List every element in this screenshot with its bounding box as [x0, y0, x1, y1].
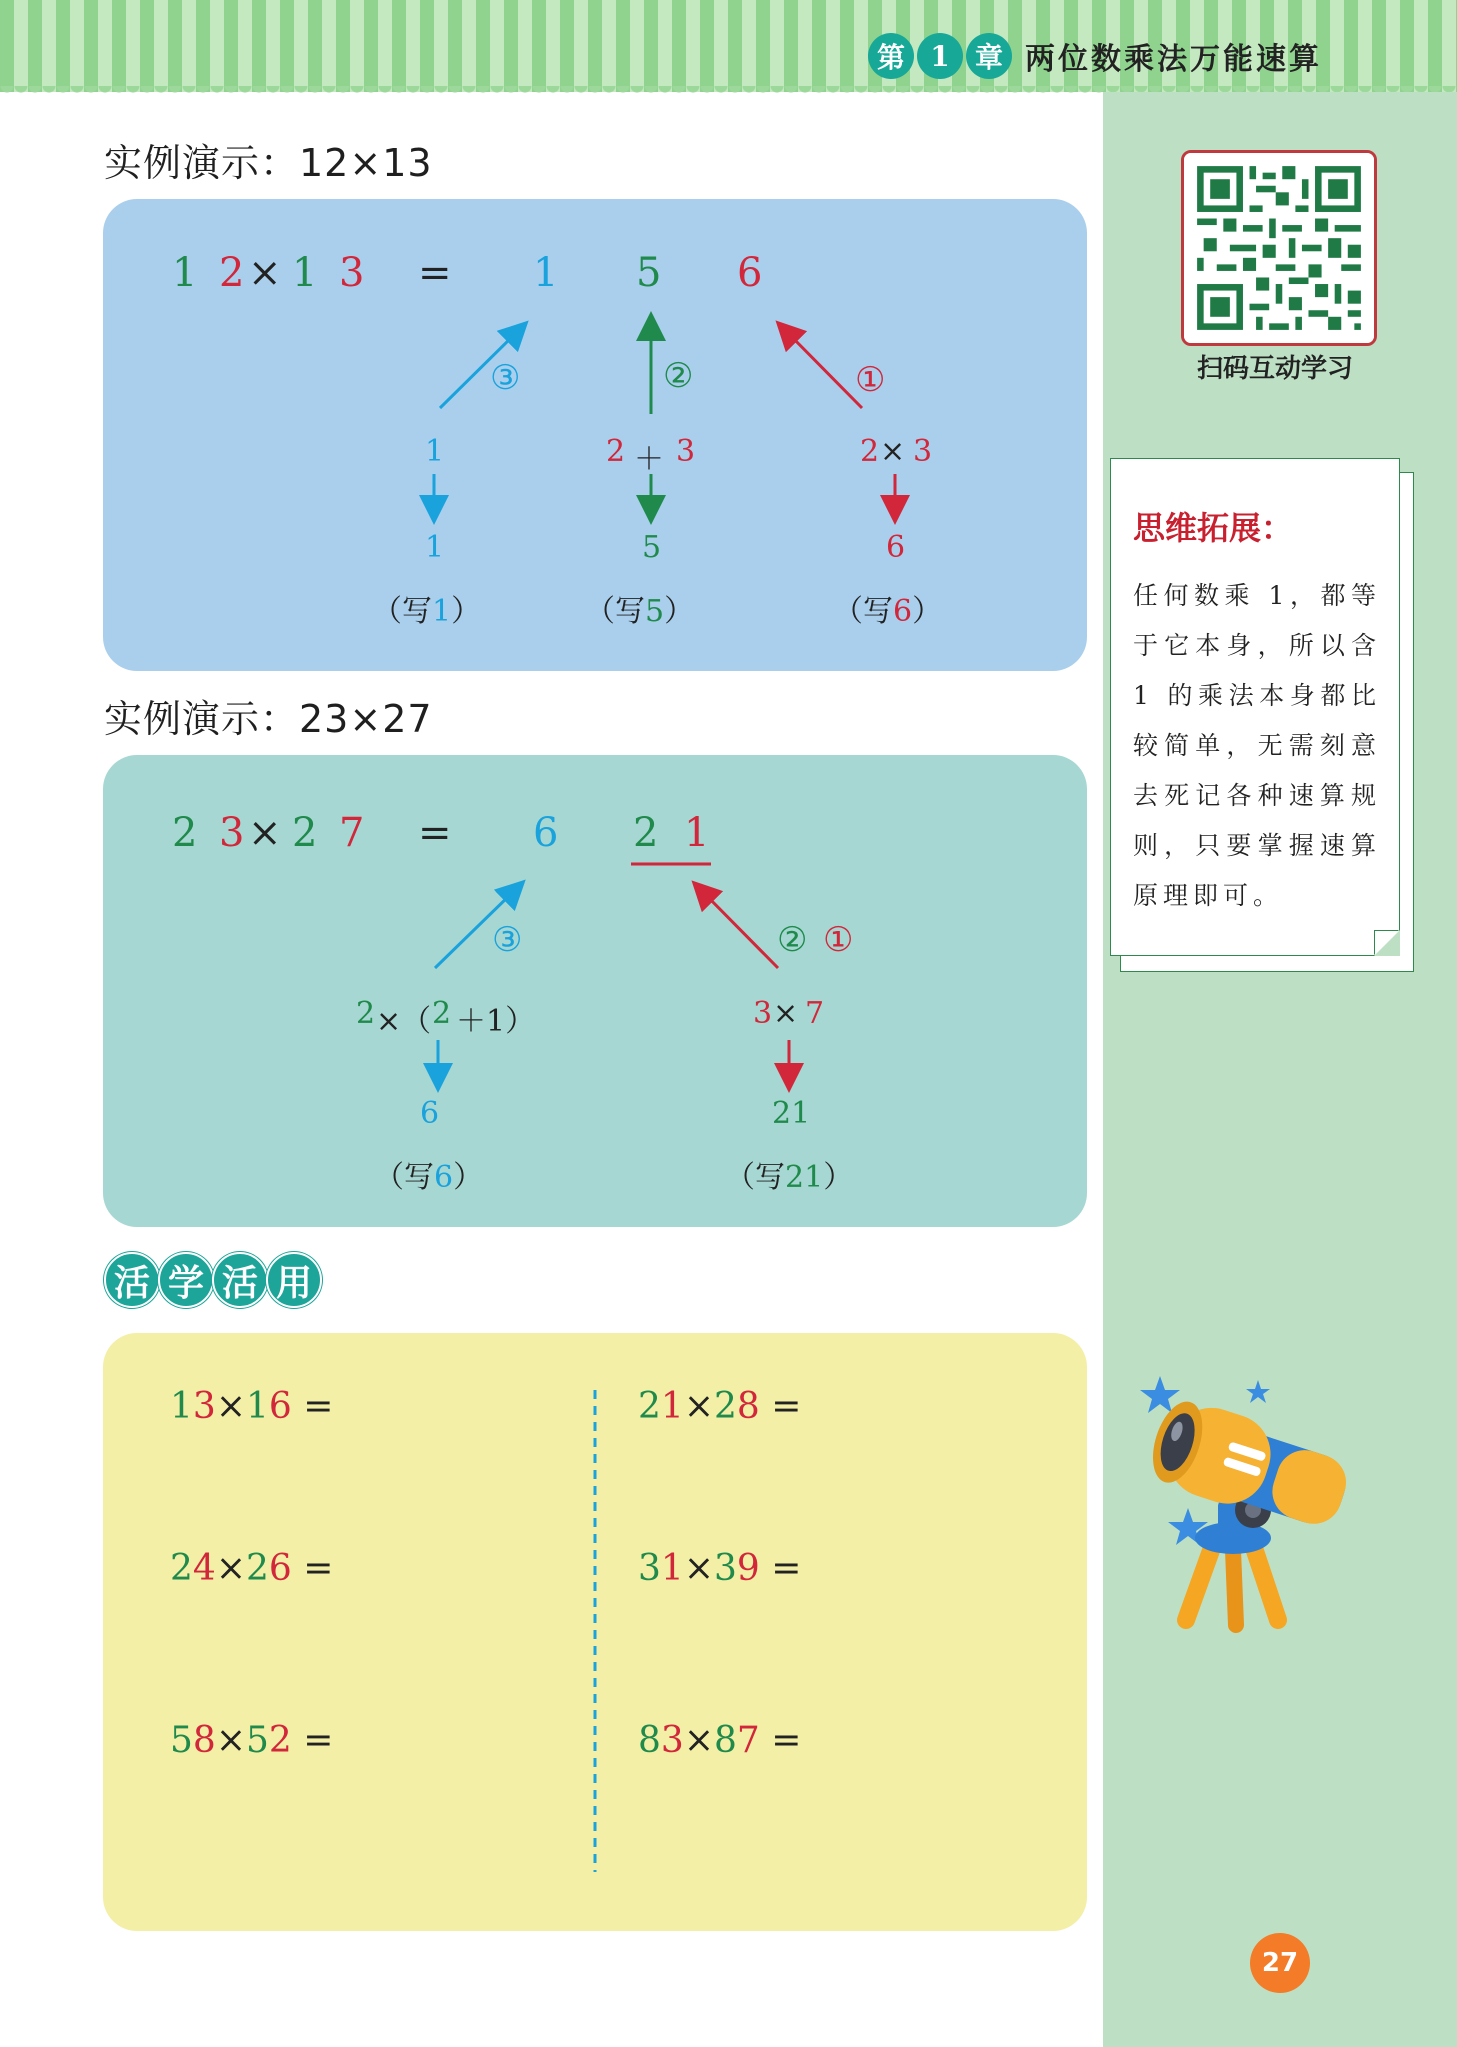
step1-write: （写1）: [372, 594, 482, 629]
problem-2: 21×28 =: [638, 1386, 802, 1427]
problem-4: 31×39 =: [638, 1548, 802, 1589]
eq2-digit-b2: 7: [339, 810, 365, 856]
step3-circled: ①: [855, 360, 886, 400]
problem-5: 58×52 =: [170, 1720, 334, 1761]
qr-caption: 扫码互动学习: [1196, 354, 1353, 384]
problem-1: 13×16 =: [170, 1386, 334, 1427]
step3-write: （写6）: [833, 594, 943, 629]
step2-calc-2: 3: [676, 434, 696, 469]
eq2-digit-b1: 2: [292, 810, 318, 856]
eq1-result-2: 5: [636, 250, 662, 296]
step3-calc-2: 3: [913, 434, 933, 469]
step2b-calc-op: ×: [773, 996, 799, 1031]
eq1-equals: =: [418, 250, 452, 296]
step2-result: 5: [642, 530, 662, 565]
step3-result: 6: [886, 530, 906, 565]
chapter-prefix: 第: [868, 33, 914, 79]
step2a-calc-a: 2: [356, 996, 376, 1031]
page-number: 27: [1250, 1933, 1310, 1993]
step2a-result: 6: [420, 1096, 440, 1131]
step2b-write: （写21）: [725, 1160, 854, 1195]
step1-calc: 1: [425, 434, 445, 469]
step2a-circled: ③: [492, 920, 523, 960]
step2b-circled-b: ①: [823, 920, 854, 960]
step2a-calc-b: ×（: [376, 1004, 432, 1039]
badge-char: 用: [266, 1252, 322, 1308]
step2-calc-op: ＋: [634, 442, 664, 477]
eq2-digit-a2: 3: [219, 810, 245, 856]
eq1-result-1: 1: [533, 250, 559, 296]
eq1-times: ×: [248, 250, 282, 296]
eq2-equals: =: [418, 810, 452, 856]
eq1-result-3: 6: [737, 250, 763, 296]
step2b-result: 21: [772, 1096, 811, 1131]
badge-char: 学: [158, 1252, 214, 1308]
note-text: 任何数乘 1，都等于它本身，所以含 1 的乘法本身都比较简单，无需刻意去死记各种速算规则，只要掌握速算原理即可。: [1133, 581, 1381, 910]
problem-6: 83×87 =: [638, 1720, 802, 1761]
chapter-title: 两位数乘法万能速算: [1025, 42, 1322, 77]
problem-3: 24×26 =: [170, 1548, 334, 1589]
eq2-result-2: 2: [633, 810, 659, 856]
eq1-digit-b1: 1: [292, 250, 318, 296]
eq2-times: ×: [248, 810, 282, 856]
eq1-digit-a1: 1: [172, 250, 198, 296]
badge-char: 活: [104, 1252, 160, 1308]
eq1-digit-a2: 2: [219, 250, 245, 296]
eq2-result-1: 6: [533, 810, 559, 856]
example1-heading: 实例演示：12×13: [104, 141, 433, 185]
step3-calc-1: 2: [860, 434, 880, 469]
step2a-calc-c: 2: [432, 996, 452, 1031]
note-title: 思维拓展：: [1133, 509, 1294, 547]
step2a-calc-d: ＋1）: [456, 1004, 536, 1039]
step2-circled: ②: [663, 356, 694, 396]
step2b-calc-2: 7: [805, 996, 825, 1031]
step2a-write: （写6）: [374, 1160, 484, 1195]
step1-circled: ③: [490, 358, 521, 398]
badge-char: 活: [212, 1252, 268, 1308]
eq1-digit-b2: 3: [339, 250, 365, 296]
step1-result: 1: [425, 530, 445, 565]
chapter-number: 1: [917, 33, 963, 79]
eq2-result-3: 1: [684, 810, 710, 856]
example2-heading: 实例演示：23×27: [104, 697, 433, 741]
step2-calc-1: 2: [606, 434, 626, 469]
step3-calc-op: ×: [880, 434, 906, 469]
step2b-calc-1: 3: [753, 996, 773, 1031]
eq2-digit-a1: 2: [172, 810, 198, 856]
chapter-suffix: 章: [966, 33, 1012, 79]
step2b-circled-a: ②: [777, 920, 808, 960]
step2-write: （写5）: [585, 594, 695, 629]
